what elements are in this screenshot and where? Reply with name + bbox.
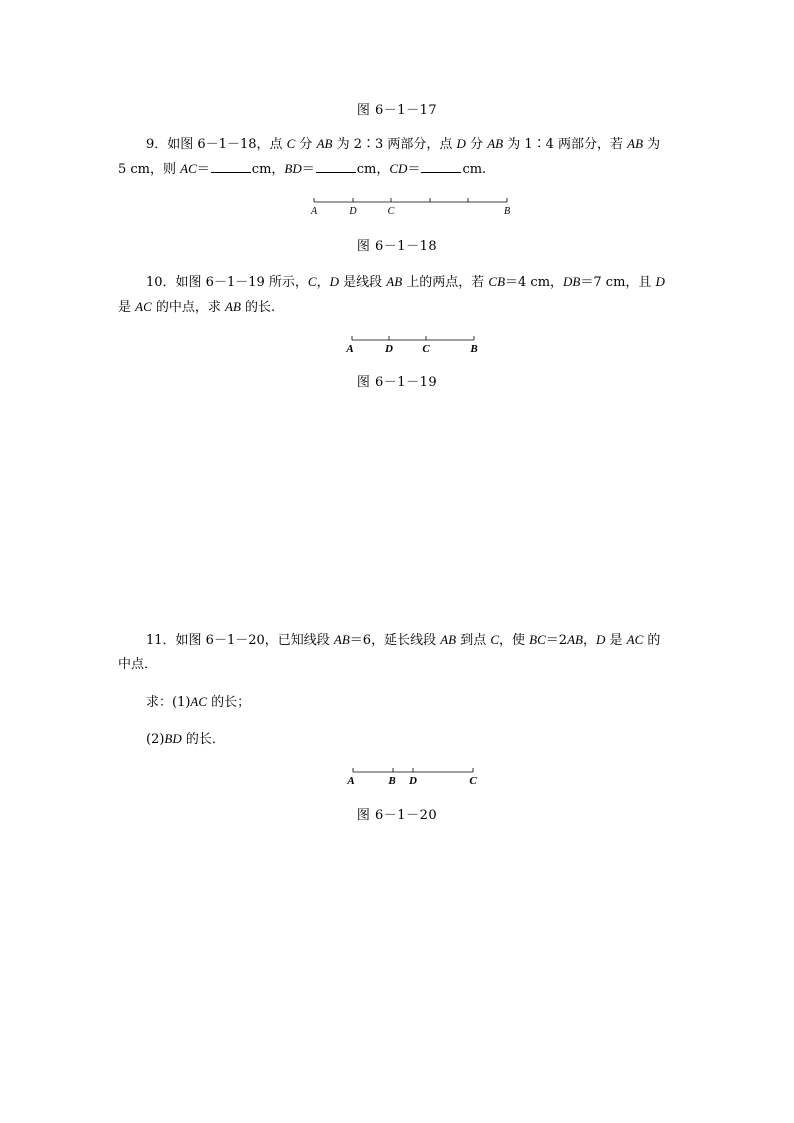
q11-segment-ab: AB bbox=[333, 632, 350, 647]
q9-text: cm， bbox=[356, 162, 390, 177]
point-label-b: B bbox=[470, 343, 478, 355]
q10-text: 的长. bbox=[240, 300, 276, 315]
question-9 bbox=[118, 132, 678, 182]
point-label-c: C bbox=[469, 775, 477, 787]
q9-segment-ac: AC bbox=[180, 161, 197, 176]
point-label-d: D bbox=[385, 343, 393, 355]
q9-text: cm. bbox=[462, 162, 487, 177]
q9-text: ＝ bbox=[407, 162, 421, 177]
q10-point-d: D bbox=[329, 274, 339, 289]
question-11 bbox=[118, 628, 678, 677]
q9-segment-cd: CD bbox=[389, 161, 408, 176]
q9-segment-bd: BD bbox=[284, 161, 302, 176]
q10-segment-cb: CB bbox=[488, 274, 506, 289]
q11-segment-ab: AB bbox=[567, 632, 583, 647]
q10-text: 10．如图 6－1－19 所示， bbox=[146, 275, 308, 290]
answer-blank-ac[interactable] bbox=[211, 160, 251, 173]
point-label-a: A bbox=[347, 775, 355, 787]
answer-blank-bd[interactable] bbox=[316, 160, 356, 173]
q11-segment-bc: BC bbox=[529, 632, 546, 647]
q11-segment-ac: AC bbox=[626, 632, 644, 647]
q11-text: 的长． bbox=[181, 732, 225, 747]
q11-text: ＝2 bbox=[545, 633, 568, 648]
q10-text: 是 bbox=[118, 300, 136, 315]
q10-text: ， bbox=[316, 275, 330, 290]
q9-segment-ab: AB bbox=[487, 136, 504, 151]
q11-text: 是 bbox=[605, 633, 627, 648]
q9-text: 为 bbox=[643, 137, 661, 152]
q10-segment-ab: AB bbox=[386, 274, 403, 289]
subpart-2-line bbox=[118, 727, 678, 752]
q9-text: cm， bbox=[251, 162, 285, 177]
point-label-b: B bbox=[388, 775, 396, 787]
q11-text: (2) bbox=[146, 732, 165, 747]
q9-text: 9．如图 6－1－18，点 bbox=[146, 137, 287, 152]
point-label-a: A bbox=[346, 343, 354, 355]
q11-segment-ac: AC bbox=[190, 694, 208, 709]
q11-text: 的长； bbox=[207, 695, 251, 710]
q9-segment-ab: AB bbox=[316, 136, 333, 151]
question-10-line-2 bbox=[118, 295, 678, 320]
question-10 bbox=[118, 270, 678, 320]
q9-text: ＝ bbox=[196, 162, 210, 177]
figure-6-1-19 bbox=[342, 332, 484, 356]
q9-text: 为 1∶4 两部分，若 bbox=[503, 137, 628, 152]
q11-point-d: D bbox=[595, 632, 606, 647]
q10-text: ＝4 cm， bbox=[505, 275, 564, 290]
q10-text: 的中点，求 bbox=[151, 300, 226, 315]
q11-text: 到点 bbox=[456, 633, 491, 648]
q11-text: ，使 bbox=[499, 633, 530, 648]
subpart-1-line bbox=[118, 690, 678, 715]
q9-text: 分 bbox=[295, 137, 317, 152]
q11-point-c: C bbox=[490, 632, 500, 647]
answer-blank-cd[interactable] bbox=[421, 160, 461, 173]
q11-segment-ab: AB bbox=[440, 632, 457, 647]
q9-text: 5 cm，则 bbox=[118, 162, 181, 177]
figure-caption-20: 图 6－1－20 bbox=[356, 808, 438, 823]
q11-text: 11．如图 6－1－20，已知线段 bbox=[146, 633, 334, 648]
q9-segment-ab: AB bbox=[627, 136, 644, 151]
point-label-d: D bbox=[349, 206, 357, 217]
figure-caption-17: 图 6－1－17 bbox=[356, 103, 438, 118]
q10-segment-ab: AB bbox=[225, 299, 241, 314]
q9-point-d: D bbox=[456, 136, 466, 151]
question-11-subpart-2 bbox=[118, 727, 678, 752]
q11-text: ， bbox=[582, 633, 596, 648]
q10-point-d: D bbox=[655, 274, 665, 289]
point-label-c: C bbox=[387, 206, 395, 217]
q11-segment-bd: BD bbox=[164, 731, 182, 746]
q10-text: ＝7 cm，且 bbox=[580, 275, 656, 290]
q11-text: 的 bbox=[643, 633, 661, 648]
q9-text: 分 bbox=[465, 137, 488, 152]
q11-text: ＝6，延长线段 bbox=[349, 633, 441, 648]
point-label-d: D bbox=[409, 775, 417, 787]
q9-point-c: C bbox=[286, 136, 296, 151]
question-11-line-1 bbox=[118, 628, 678, 653]
q10-segment-ac: AC bbox=[135, 299, 152, 314]
q9-text: ＝ bbox=[301, 162, 315, 177]
figure-caption-18: 图 6－1－18 bbox=[356, 239, 438, 254]
question-11-subpart-1 bbox=[118, 690, 678, 715]
q11-text: 求：(1) bbox=[146, 695, 191, 710]
q10-point-c: C bbox=[307, 274, 317, 289]
question-11-line-2: 中点． bbox=[118, 657, 158, 672]
q10-text: 是线段 bbox=[338, 275, 387, 290]
question-9-line-2 bbox=[118, 157, 678, 182]
figure-6-1-18 bbox=[305, 194, 520, 218]
q10-text: 上的两点，若 bbox=[402, 275, 489, 290]
figure-caption-19: 图 6－1－19 bbox=[356, 375, 438, 390]
q10-segment-db: DB bbox=[563, 274, 581, 289]
point-label-a: A bbox=[310, 206, 318, 217]
question-10-line-1 bbox=[118, 270, 678, 295]
figure-6-1-20 bbox=[342, 764, 484, 788]
q9-text: 为 2∶3 两部分，点 bbox=[332, 137, 457, 152]
point-label-b: B bbox=[503, 206, 511, 217]
question-9-line-1 bbox=[118, 132, 678, 157]
point-label-c: C bbox=[422, 343, 430, 355]
